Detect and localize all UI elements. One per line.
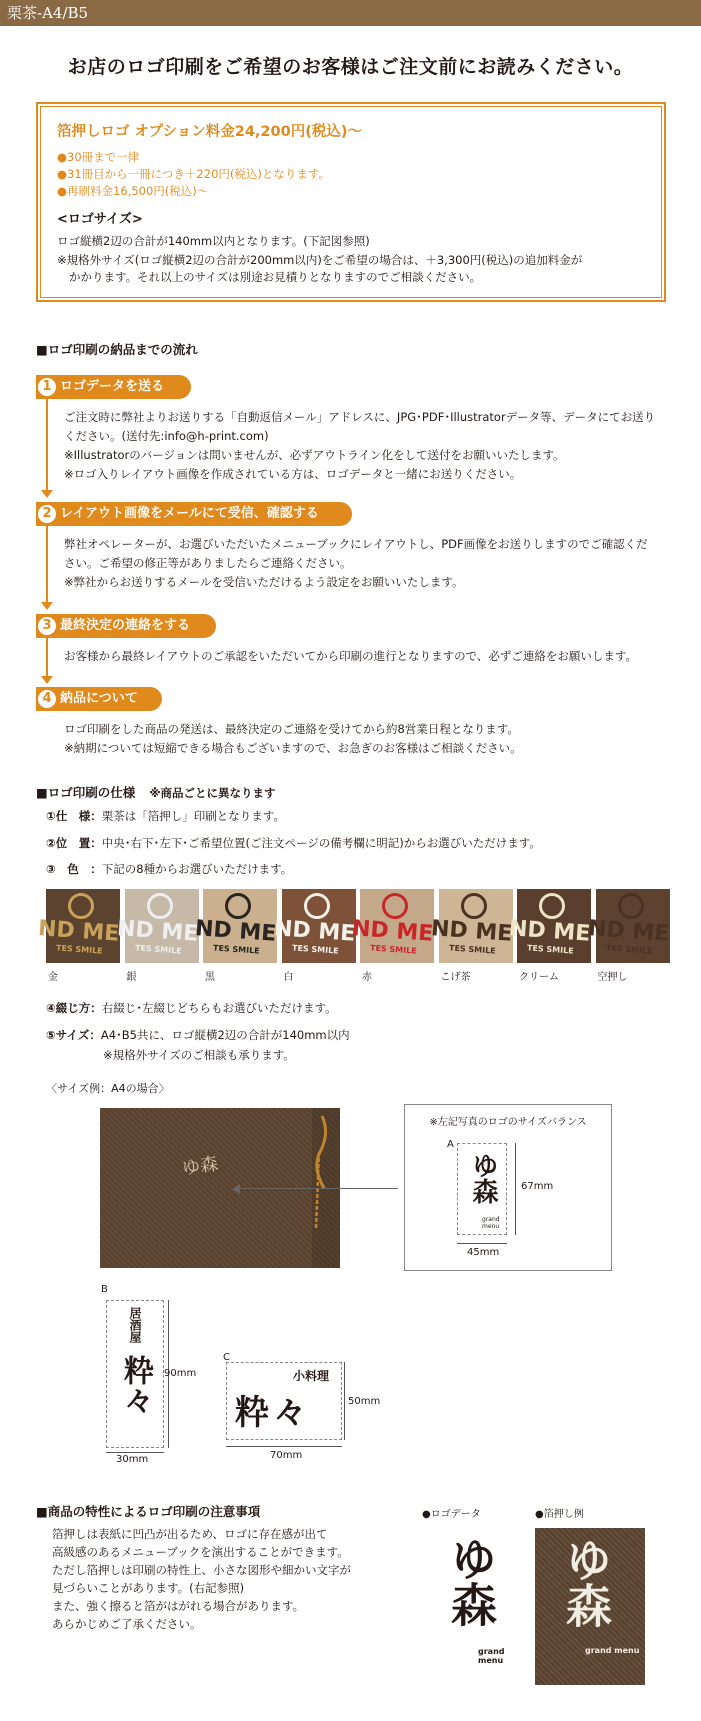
foil-example-label: ●箔押し例 (535, 1509, 584, 1520)
logo-a-mark: ゆ森 (468, 1152, 498, 1204)
logo-a-height: 67mm (521, 1181, 554, 1192)
plate-icon (618, 893, 644, 919)
logo-c-top: 小料理 (293, 1369, 330, 1383)
note-text: あらかじめご了承ください。 (52, 1617, 202, 1631)
notes-heading: ■商品の特性によるロゴ印刷の注意事項 (36, 1504, 261, 1519)
spec-row-3 (46, 860, 292, 879)
cover-logo: ゆ森 (180, 1153, 220, 1180)
spec-row-4 (46, 999, 337, 1018)
flow-arrow-icon (41, 490, 53, 498)
plate-icon (461, 893, 487, 919)
spec-heading-text: ■ロゴ印刷の仕様 (36, 785, 136, 800)
pointer-arrow-icon (232, 1184, 240, 1194)
dim-line (226, 1446, 342, 1447)
foil-example-mark: ゆ森 (559, 1536, 613, 1628)
note-text: 見づらいことがあります。(右記参照) (52, 1581, 245, 1595)
spec-row-5 (46, 1026, 350, 1045)
step-text: お客様から最終レイアウトのご承認をいただいてから印刷の進行となりますので、必ずご連絡をお願いします。 (64, 649, 637, 663)
note-text: 箔押しは表紙に凹凸が出るため、ロゴに存在感が出て (52, 1527, 328, 1541)
logo-a-frame (457, 1143, 507, 1235)
color-swatch-label: 赤 (362, 972, 372, 983)
swatch-sample-sub: TES SMILE (605, 943, 653, 956)
logo-c-mark: 粋々 (235, 1393, 311, 1433)
color-swatch-label: 空押し (597, 972, 628, 983)
category-header-bar (0, 0, 701, 26)
color-swatch-label: 金 (48, 972, 58, 983)
spec-label: ①仕 様： (46, 809, 102, 823)
spec-row-1 (46, 807, 285, 826)
logo-size-heading: <ロゴサイズ> (57, 212, 143, 227)
color-swatch (194, 889, 278, 963)
plate-icon (225, 893, 251, 919)
swatch-sample-text: ND ME (429, 916, 513, 947)
spec-label: ⑤サイズ： (46, 1028, 101, 1042)
logo-data-label: ●ロゴデータ (422, 1509, 481, 1520)
color-swatch (115, 889, 199, 963)
logo-b-top: 居酒屋 (128, 1307, 142, 1343)
foil-example-image (535, 1528, 645, 1685)
spec-value: A4･B5共に、ロゴ縦横2辺の合計が140mm以内 (100, 1028, 350, 1042)
swatch-sample-text: ND ME (272, 916, 356, 947)
swatch-sample-text: ND ME (586, 916, 670, 947)
step-1-title: ロゴデータを送る (36, 375, 191, 399)
step-text: ※ロゴ入りレイアウト画像を作成されている方は、ロゴデータと一緒にお送りください。 (64, 467, 522, 481)
dim-line (515, 1143, 516, 1235)
swatch-sample-sub: TES SMILE (212, 943, 260, 956)
spec-value: 栗茶は「箔押し」印刷となります。 (101, 809, 285, 823)
color-swatch (351, 889, 435, 963)
step-3-title: 最終決定の連絡をする (36, 614, 216, 638)
step-text: ロゴ印刷をした商品の発送は、最終決定のご連絡を受けてから約8営業日程となります。 (64, 722, 519, 736)
logo-data-image (420, 1525, 530, 1685)
step-1-body (64, 408, 674, 484)
note-text: ただし箔押しは印刷の特性上、小さな図形や細かい文字が (52, 1563, 351, 1577)
plate-icon (68, 893, 94, 919)
swatch-sample-text: ND ME (508, 916, 592, 947)
dim-line (457, 1243, 507, 1244)
spec-value: 中央･右下･左下･ご希望位置(ご注文ページの備考欄に明記)からお選びいただけます。 (101, 836, 541, 850)
logo-size-line: ロゴ縦横2辺の合計が140mm以内となります。(下記図参照) (57, 234, 370, 248)
swatch-sample-sub: TES SMILE (291, 943, 339, 956)
pointer-line (238, 1188, 398, 1189)
swatch-sample-text: ND ME (351, 916, 435, 947)
swatch-sample-text: ND ME (115, 916, 199, 947)
plate-icon (147, 893, 173, 919)
spec-label: ②位 置： (46, 836, 102, 850)
spec-label: ③ 色 ： (46, 862, 102, 876)
step-3-number: 3 (36, 615, 58, 637)
spec-heading (36, 783, 276, 801)
color-swatch (272, 889, 356, 963)
logo-a-label: A (447, 1139, 454, 1150)
color-swatch-label: 黒 (205, 972, 215, 983)
spec-value: 下記の8種からお選びいただけます。 (101, 862, 293, 876)
flow-connector (46, 395, 48, 491)
swatch-sample-sub: TES SMILE (55, 943, 103, 956)
logo-data-sub: grand menu (478, 1647, 505, 1665)
step-text: 弊社オペレーターが、お選びいただいたメニューブックにレイアウトし、PDF画像をお送りしますのでご確認くだ (64, 537, 648, 551)
step-text: ※弊社からお送りするメールを受信いただけるよう設定をお願いいたします。 (64, 575, 464, 589)
step-1-number: 1 (36, 376, 58, 398)
step-2-number: 2 (36, 503, 58, 525)
spec-label: ④綴じ方： (46, 1001, 102, 1015)
logo-c-frame (226, 1362, 342, 1440)
step-text: さい。ご希望の修正等がありましたらご連絡ください。 (64, 556, 352, 570)
flow-arrow-icon (41, 676, 53, 684)
step-4-title: 納品について (36, 687, 162, 711)
size-example-caption: 〈サイズ例：A4の場合〉 (46, 1082, 170, 1095)
option-item: ●31冊目から一冊につき＋220円(税込)となります。 (57, 167, 330, 181)
plate-icon (304, 893, 330, 919)
logo-c-label: C (223, 1352, 230, 1363)
flow-heading: ■ロゴ印刷の納品までの流れ (36, 342, 198, 357)
step-4-body (64, 720, 674, 758)
dim-line (106, 1452, 164, 1453)
foil-example-sub: grand menu (585, 1646, 640, 1655)
size-balance-box (404, 1104, 612, 1271)
step-4-number: 4 (36, 688, 58, 710)
plate-icon (539, 893, 565, 919)
spec-value: 右綴じ･左綴じどちらもお選びいただけます。 (101, 1001, 337, 1015)
option-price-box (36, 102, 666, 302)
swatch-sample-sub: TES SMILE (369, 943, 417, 956)
logo-b-width: 30mm (116, 1454, 149, 1465)
step-text: ください。(送付先:info@h-print.com) (64, 429, 269, 443)
oversize-note: ※規格外サイズ(ロゴ縦横2辺の合計が200mm以内)をご希望の場合は、＋3,300円(税込)の追加料金が (57, 253, 583, 267)
swatch-sample-sub: TES SMILE (526, 943, 574, 956)
color-swatch-label: 白 (283, 972, 294, 983)
logo-data-mark: ゆ森 (444, 1535, 498, 1627)
logo-b-height: 90mm (164, 1368, 197, 1379)
logo-a-sub: grand menu (482, 1216, 500, 1230)
step-2-body (64, 535, 674, 592)
color-swatch (429, 889, 513, 963)
swatch-sample-text: ND ME (37, 916, 121, 947)
swatch-sample-sub: TES SMILE (134, 943, 182, 956)
swatch-sample-sub: TES SMILE (448, 943, 496, 956)
note-text: 高級感のあるメニューブックを演出することができます。 (52, 1545, 349, 1559)
swatch-sample-text: ND ME (194, 916, 278, 947)
option-item: ●再刷料金16,500円(税込)〜 (57, 184, 209, 198)
size-balance-title: ※左記写真のロゴのサイズバランス (429, 1117, 587, 1128)
color-swatch-label: クリーム (519, 972, 559, 983)
color-swatch (37, 889, 121, 963)
option-item: ●30冊まで一律 (57, 150, 140, 164)
spec-heading-note: ※商品ごとに異なります (149, 786, 276, 800)
dim-line (344, 1362, 345, 1440)
spec-row-2 (46, 834, 541, 853)
color-swatch-label: 銀 (126, 972, 137, 983)
logo-b-frame (106, 1300, 164, 1448)
step-text: ※納期については短縮できる場合もございますので、お急ぎのお客様はご相談ください。 (64, 741, 522, 755)
color-swatch (508, 889, 592, 963)
category-title: 栗茶-A4/B5 (7, 4, 89, 22)
logo-c-height: 50mm (348, 1396, 381, 1407)
color-swatch-label: こげ茶 (440, 972, 471, 983)
logo-b-label: B (101, 1284, 108, 1295)
step-text: ※Illustratorのバージョンは問いませんが、必ずアウトライン化をして送付をお願いいたします。 (64, 448, 565, 462)
page-title: お店のロゴ印刷をご希望のお客様はご注文前にお読みください。 (67, 56, 634, 78)
logo-c-width: 70mm (270, 1450, 303, 1461)
spec-row-5-note: ※規格外サイズのご相談も承ります。 (103, 1048, 295, 1062)
flow-arrow-icon (41, 602, 53, 610)
step-text: ご注文時に弊社よりお送りする「自動返信メール」アドレスに、JPG･PDF･Illustratorデータ等、データにてお送り (64, 410, 656, 424)
oversize-note-cont: かかります。それ以上のサイズは別途お見積りとなりますのでご相談ください。 (69, 270, 482, 284)
color-swatch (586, 889, 670, 963)
plate-icon (382, 893, 408, 919)
flow-connector (46, 525, 48, 603)
logo-b-mark: 粋々 (118, 1355, 153, 1415)
logo-a-width: 45mm (467, 1247, 500, 1258)
flow-connector (46, 637, 48, 677)
option-title: 箔押しロゴ オプション料金24,200円(税込)〜 (57, 124, 362, 140)
notes-body (52, 1525, 382, 1633)
note-text: また、強く擦ると箔がはがれる場合があります。 (52, 1599, 305, 1613)
step-2-title: レイアウト画像をメールにて受信、確認する (36, 502, 352, 526)
step-3-body (64, 647, 684, 666)
